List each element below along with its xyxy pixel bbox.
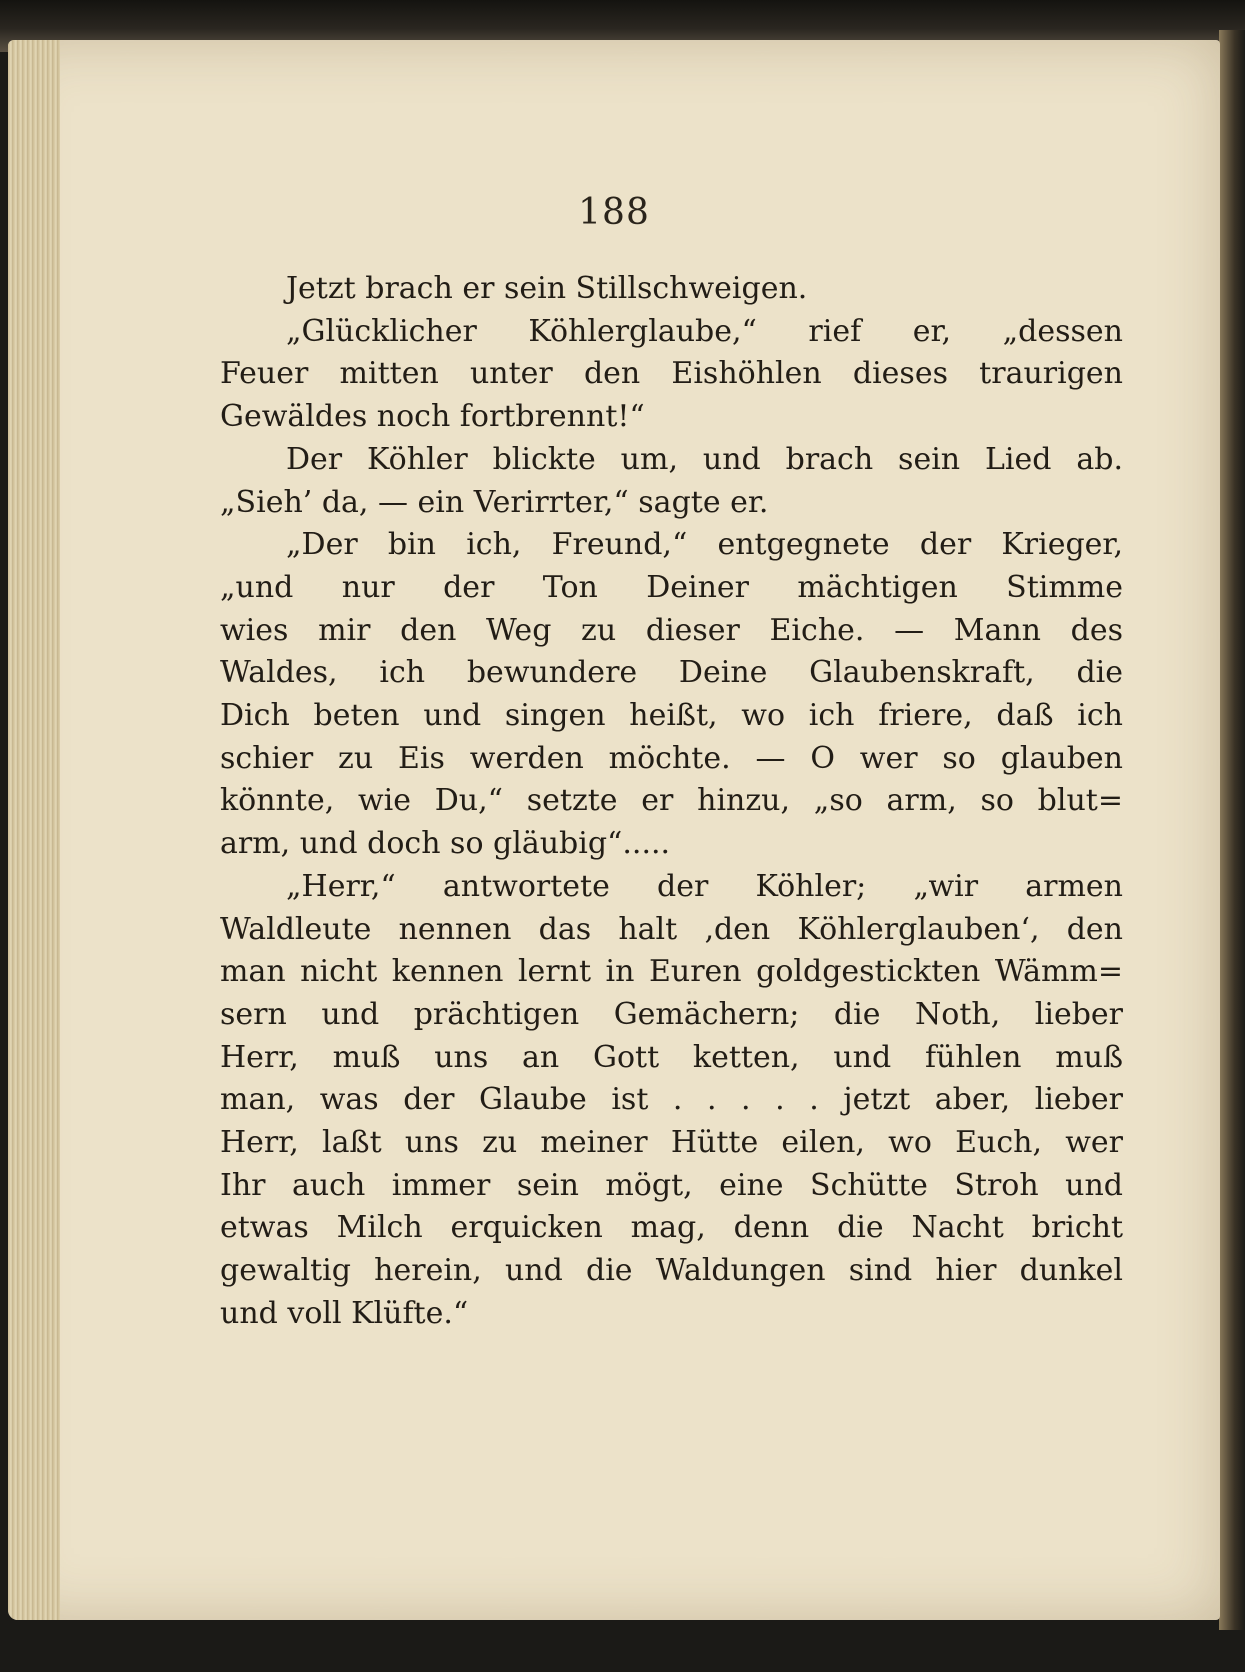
- text-line: man, was der Glaube ist . . . . . jetzt aber, lieber: [220, 1082, 1123, 1118]
- text-line: etwas Milch erquicken mag, denn die Nacht bricht: [220, 1210, 1123, 1246]
- text-line: könnte, wie Du,“ setzte er hinzu, „so arm, so blut=: [220, 783, 1123, 819]
- book-page: [8, 40, 1220, 1620]
- page-number: 188: [578, 192, 650, 233]
- text-line: Waldleute nennen das halt ‚den Köhlerglauben‘, den: [220, 911, 1123, 947]
- text-line: sern und prächtigen Gemächern; die Noth, lieber: [220, 996, 1123, 1032]
- text-line: „und nur der Ton Deiner mächtigen Stimme: [220, 569, 1123, 605]
- text-line: Waldes, ich bewundere Deine Glaubenskraft, die: [220, 655, 1123, 691]
- page-edges: [8, 40, 60, 1620]
- text-line: Jetzt brach er sein Stillschweigen.: [286, 271, 808, 306]
- text-line: gewaltig herein, und die Waldungen sind hier dunkel: [220, 1253, 1123, 1289]
- text-line: man nicht kennen lernt in Euren goldgestickten Wämm=: [220, 954, 1123, 990]
- text-line: Der Köhler blickte um, und brach sein Lied ab.: [286, 441, 1123, 477]
- text-line: „Herr,“ antwortete der Köhler; „wir armen: [286, 868, 1123, 904]
- text-line: „Sieh’ da, — ein Verirrter,“ sagte er.: [220, 484, 769, 520]
- text-line: Herr, muß uns an Gott ketten, und fühlen muß: [220, 1039, 1123, 1075]
- text-line: Ihr auch immer sein mögt, eine Schütte Stroh und: [220, 1167, 1123, 1203]
- text-line: Herr, laßt uns zu meiner Hütte eilen, wo Euch, wer: [220, 1125, 1123, 1161]
- text-line: wies mir den Weg zu dieser Eiche. — Mann des: [220, 612, 1123, 648]
- book-cover-right: [1219, 30, 1245, 1630]
- text-line: „Glücklicher Köhlerglaube,“ rief er, „dessen: [286, 313, 1123, 349]
- text-line: und voll Klüfte.“: [220, 1295, 469, 1331]
- text-line: „Der bin ich, Freund,“ entgegnete der Krieger,: [286, 527, 1123, 563]
- text-block: [220, 268, 1123, 1336]
- text-line: Feuer mitten unter den Eishöhlen dieses traurigen: [220, 356, 1123, 392]
- text-line: Gewäldes noch fortbrennt!“: [220, 399, 645, 435]
- text-line: schier zu Eis werden möchte. — O wer so glauben: [220, 740, 1123, 776]
- text-line: arm, und doch so gläubig“.....: [220, 826, 671, 862]
- text-line: Dich beten und singen heißt, wo ich friere, daß ich: [220, 698, 1123, 734]
